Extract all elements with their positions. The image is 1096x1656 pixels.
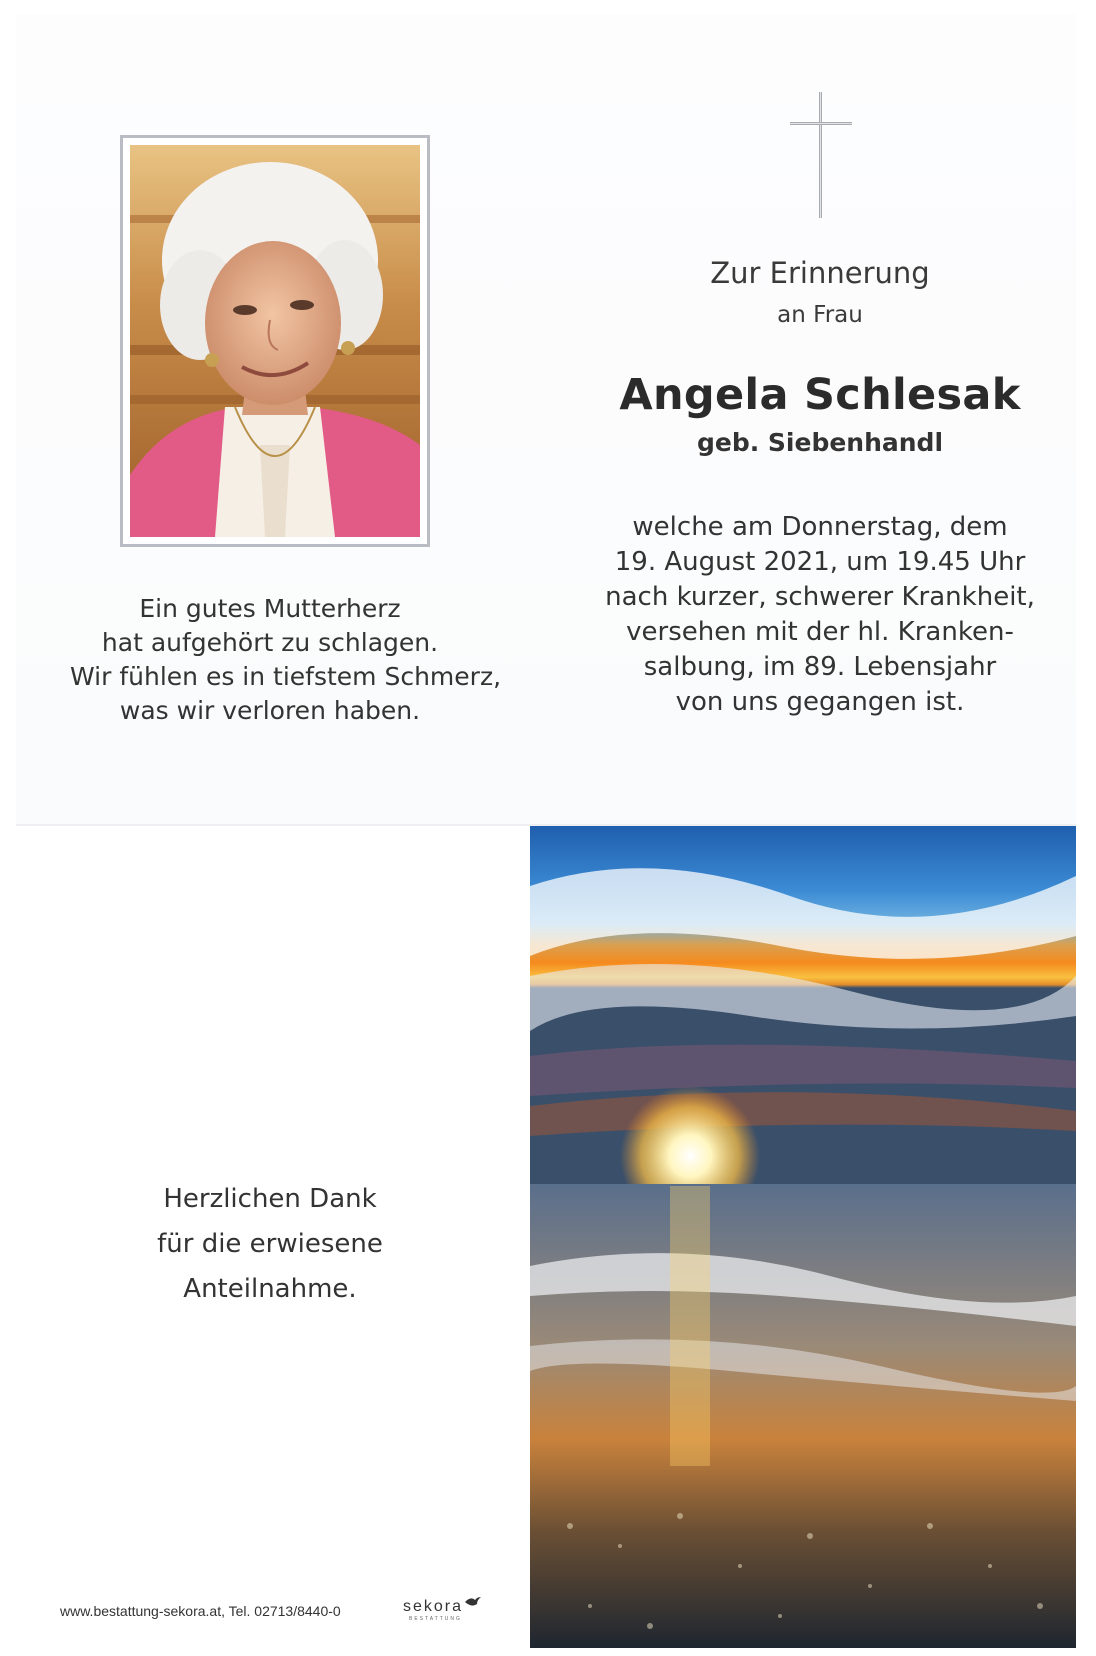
memorial-intro: Zur Erinnerung bbox=[710, 256, 930, 290]
death-notice-line: nach kurzer, schwerer Krankheit, bbox=[605, 582, 1035, 612]
death-notice-line: von uns gegangen ist. bbox=[675, 687, 965, 717]
poem-line: Wir fühlen es in tiefstem Schmerz, bbox=[70, 662, 502, 691]
thanks-line: Anteilnahme. bbox=[183, 1274, 357, 1304]
funeral-home-logo bbox=[403, 1598, 483, 1624]
birth-name: geb. Siebenhandl bbox=[696, 428, 944, 457]
logo-subtitle: BESTATTUNG bbox=[409, 1616, 462, 1622]
deceased-name: Angela Schlesak bbox=[619, 370, 1021, 420]
cross-icon bbox=[790, 92, 852, 218]
death-notice-line: 19. August 2021, um 19.45 Uhr bbox=[614, 547, 1026, 577]
death-notice-line: welche am Donnerstag, dem bbox=[632, 512, 1008, 542]
memorial-poem bbox=[70, 592, 502, 728]
death-notice bbox=[605, 510, 1035, 720]
bird-icon bbox=[465, 1596, 481, 1608]
death-notice-line: salbung, im 89. Lebensjahr bbox=[643, 652, 997, 682]
thanks-line: Herzlichen Dank bbox=[163, 1184, 377, 1214]
sunset-beach-image bbox=[530, 826, 1076, 1648]
death-notice-line: versehen mit der hl. Kranken- bbox=[626, 617, 1014, 647]
thanks-line: für die erwiesene bbox=[157, 1229, 383, 1259]
portrait-photo bbox=[130, 145, 420, 537]
thanks-message bbox=[110, 1177, 430, 1312]
portrait-frame bbox=[120, 135, 430, 547]
footer-contact: www.bestattung-sekora.at, Tel. 02713/8440-0 bbox=[60, 1603, 341, 1619]
memorial-intro-sub: an Frau bbox=[777, 302, 863, 328]
logo-wordmark: sekora bbox=[403, 1598, 464, 1615]
poem-line: Ein gutes Mutterherz bbox=[139, 594, 401, 623]
poem-line: hat aufgehört zu schlagen. bbox=[101, 628, 439, 657]
poem-line: was wir verloren haben. bbox=[119, 696, 421, 725]
